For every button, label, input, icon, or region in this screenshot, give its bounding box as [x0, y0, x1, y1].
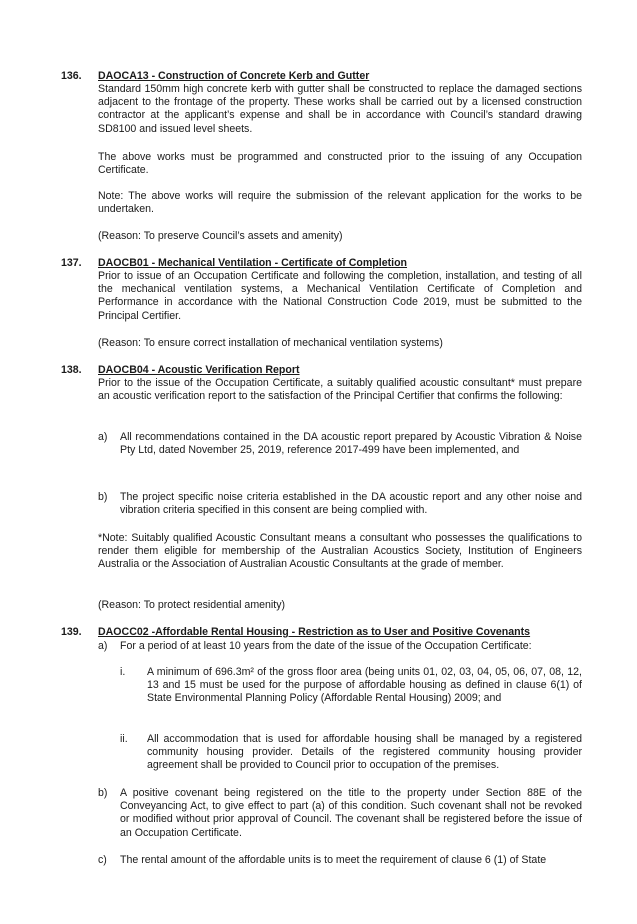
condition-note: Note: The above works will require the submission of the relevant application for the works to be undertaken. [98, 190, 582, 216]
condition-number: 136. [61, 70, 82, 82]
condition-reason: (Reason: To protect residential amenity) [98, 599, 286, 611]
condition-paragraph: The above works must be programmed and constructed prior to the issuing of any Occupation Certificate. [98, 151, 582, 177]
item-label: c) [98, 854, 107, 866]
subitem-label: i. [120, 666, 126, 678]
condition-reason: (Reason: To ensure correct installation of mechanical ventilation systems) [98, 337, 443, 349]
item-label: b) [98, 491, 108, 503]
condition-reason: (Reason: To preserve Council’s assets and amenity) [98, 230, 343, 242]
item-label: a) [98, 431, 108, 443]
condition-title: DAOCB01 - Mechanical Ventilation - Certificate of Completion [98, 257, 408, 269]
condition-number: 137. [61, 257, 82, 269]
item-label: b) [98, 787, 108, 799]
condition-paragraph: Standard 150mm high concrete kerb with gutter shall be constructed to replace the damaged sections adjacent to the frontage of the property. These works shall be carried out by a licensed construction contractor at the applicant’s expense and shall be in accordance with Council’s standard drawing SD8100 and issued level sheets. [98, 83, 582, 135]
subitem-text: All accommodation that is used for affordable housing shall be managed by a registered community housing provider. Details of the registered community housing provider agreement shall be provided to Council prior to occupation of the premises. [147, 733, 582, 772]
item-text: A positive covenant being registered on the title to the property under Section 88E of the Conveyancing Act, to give effect to part (a) of this condition. Such covenant shall not be revoked or modified without prior approval of Council. The covenant shall be registered before the issue of an Occupation Certificate. [120, 787, 582, 839]
condition-number: 138. [61, 364, 82, 376]
condition-number: 139. [61, 626, 82, 638]
item-text: The rental amount of the affordable units is to meet the requirement of clause 6 (1) of State [120, 854, 547, 866]
item-text: For a period of at least 10 years from the date of the issue of the Occupation Certificate: [120, 640, 532, 652]
subitem-label: ii. [120, 733, 128, 745]
condition-title: DAOCC02 -Affordable Rental Housing - Restriction as to User and Positive Covenants [98, 626, 531, 638]
condition-note: *Note: Suitably qualified Acoustic Consultant means a consultant who possesses the qualifications to render them eligible for membership of the Australian Acoustics Society, Institution of Engineers Australia or the Association of Australian Acoustic Consultants at the grade of member. [98, 532, 582, 571]
item-text: The project specific noise criteria established in the DA acoustic report and any other noise and vibration criteria specified in this consent are being complied with. [120, 491, 582, 517]
condition-paragraph: Prior to issue of an Occupation Certificate and following the completion, installation, and testing of all the mechanical ventilation systems, a Mechanical Ventilation Certificate of Completion and Performance in accordance with the National Construction Code 2019, must be submitted to the Principal Certifier. [98, 270, 582, 322]
condition-title: DAOCA13 - Construction of Concrete Kerb and Gutter [98, 70, 370, 82]
subitem-text: A minimum of 696.3m² of the gross floor area (being units 01, 02, 03, 04, 05, 06, 07, 08, 12, 13 and 15 must be used for the purpose of affordable housing as defined in clause 6(1) of State Environmental Planning Policy (Affordable Rental Housing) 2009; and [147, 666, 582, 705]
condition-intro: Prior to the issue of the Occupation Certificate, a suitably qualified acoustic consultant* must prepare an acoustic verification report to the satisfaction of the Principal Certifier that confirms the following: [98, 377, 582, 403]
condition-title: DAOCB04 - Acoustic Verification Report [98, 364, 300, 376]
item-label: a) [98, 640, 108, 652]
item-text: All recommendations contained in the DA acoustic report prepared by Acoustic Vibration & Noise Pty Ltd, dated November 25, 2019, reference 2017-499 have been implemented, and [120, 431, 582, 457]
